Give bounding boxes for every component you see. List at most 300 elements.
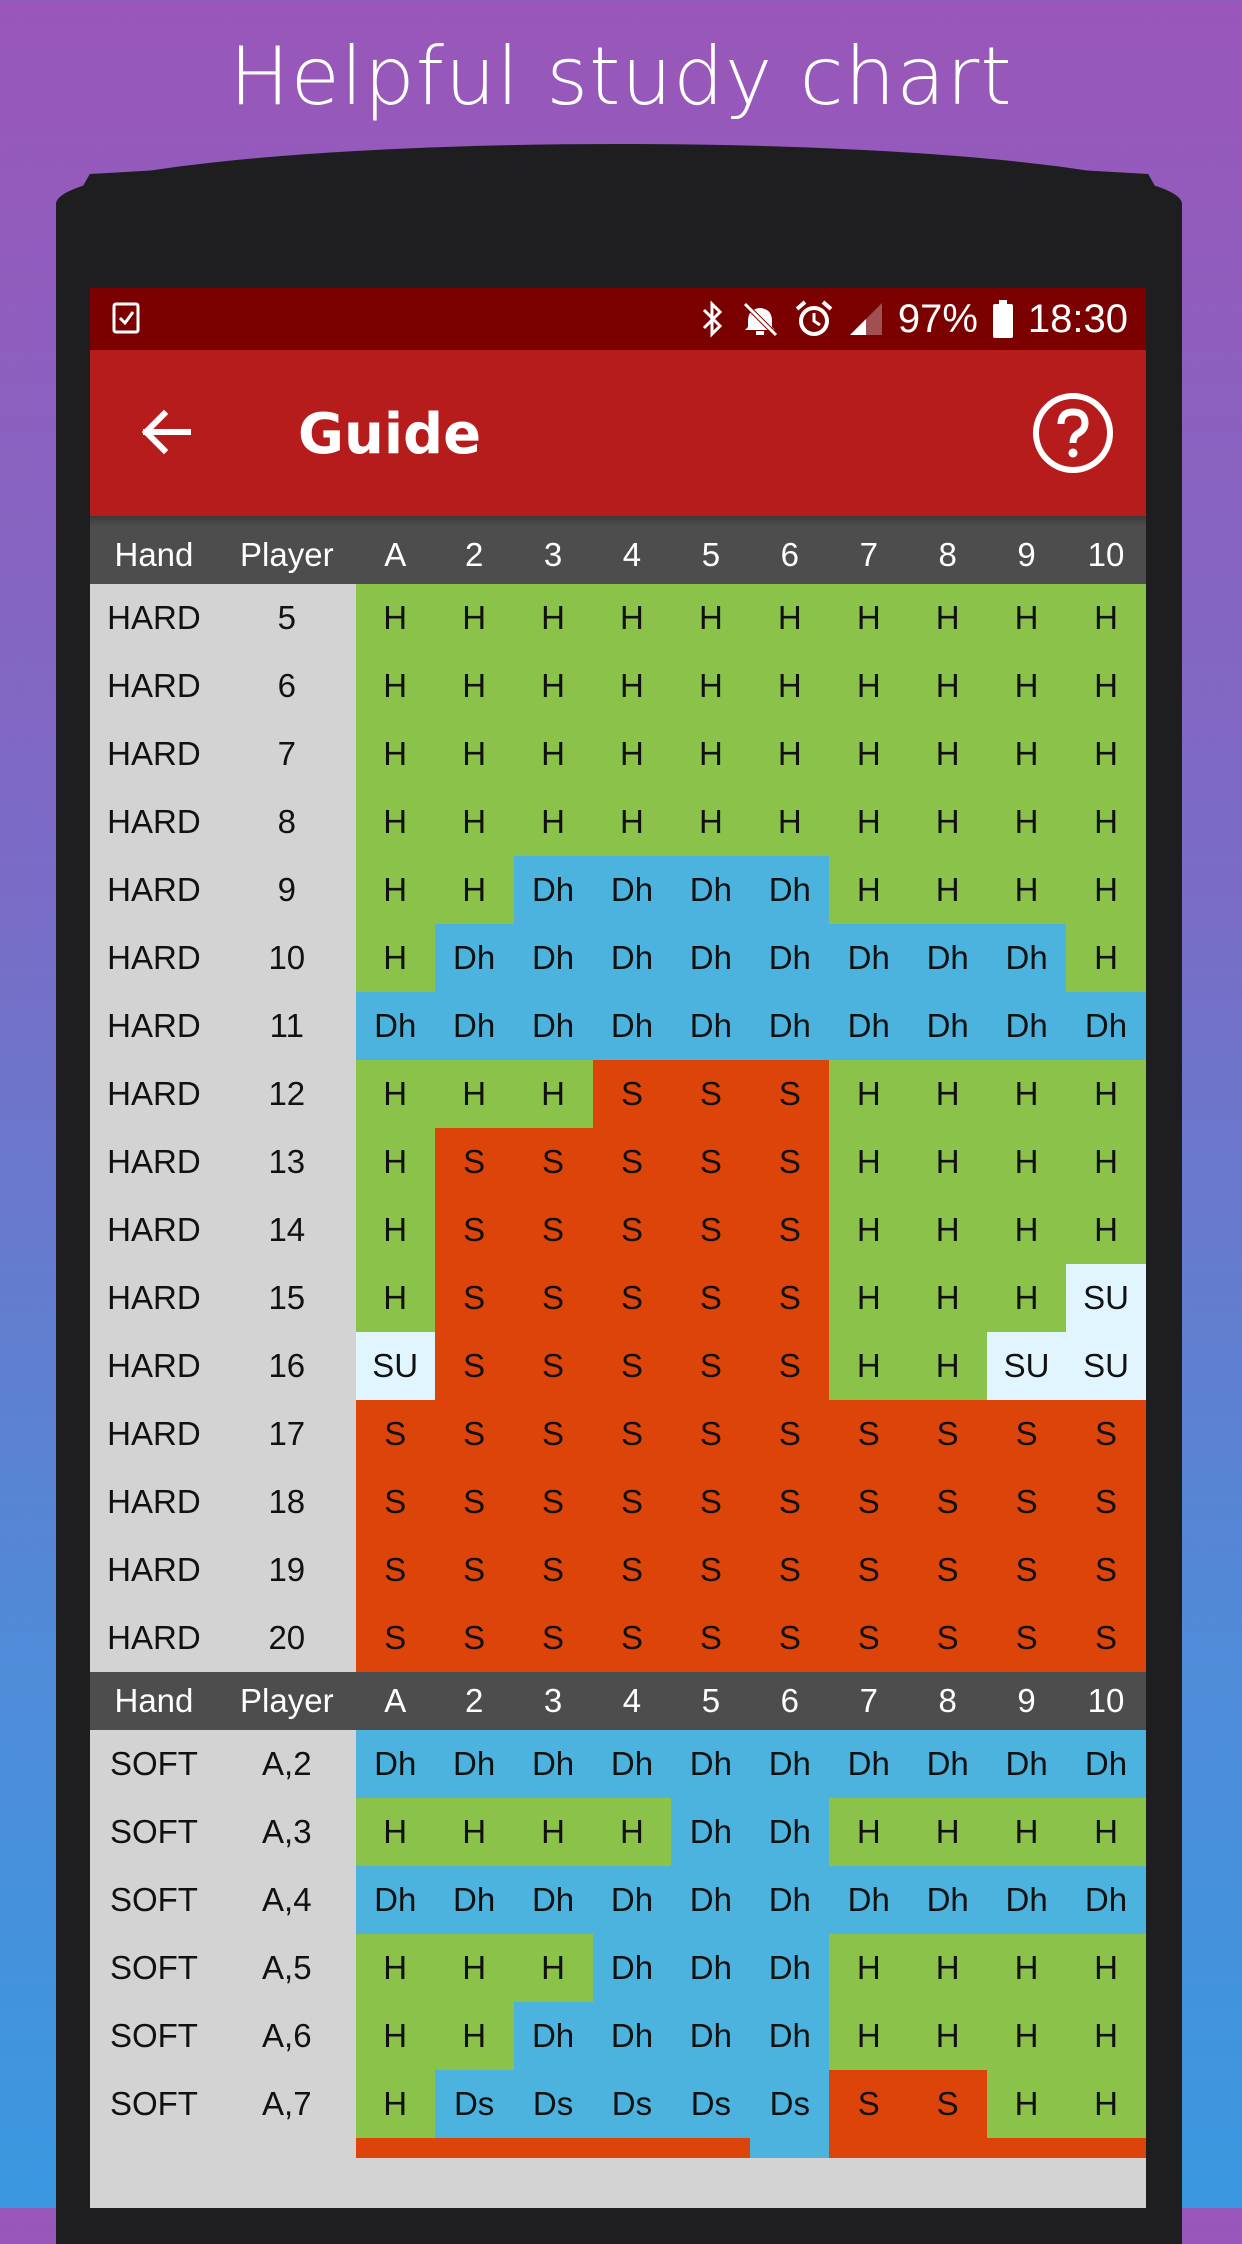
strategy-cell: S (514, 1536, 593, 1604)
soft-hands-table (90, 1730, 1146, 2138)
table-row (90, 1536, 1146, 1604)
strategy-cell: H (987, 1196, 1066, 1264)
header-dealer-card: 10 (1087, 1682, 1125, 1719)
strategy-cell: H (356, 584, 435, 652)
strategy-cell: S (593, 1264, 672, 1332)
strategy-cell: S (514, 1604, 593, 1672)
strategy-cell: S (514, 1128, 593, 1196)
strategy-cell: H (750, 652, 829, 720)
strategy-cell: S (356, 1604, 435, 1672)
strategy-cell: H (908, 1060, 987, 1128)
strategy-cell: Dh (514, 924, 593, 992)
player-total-label: 11 (218, 992, 356, 1060)
header-player: Player (240, 1682, 334, 1719)
strategy-cell: SU (987, 1332, 1066, 1400)
strategy-cell: S (356, 1536, 435, 1604)
partial-strategy-cell (514, 2138, 593, 2158)
player-total-label: 5 (218, 584, 356, 652)
player-total-label: A,2 (218, 1730, 356, 1798)
strategy-cell: Dh (750, 1798, 829, 1866)
hand-type-label: SOFT (90, 1934, 218, 2002)
header-dealer-card: 8 (938, 536, 957, 573)
strategy-cell: H (514, 788, 593, 856)
strategy-cell: S (356, 1400, 435, 1468)
strategy-cell: Dh (671, 1934, 750, 2002)
strategy-cell: S (671, 1604, 750, 1672)
strategy-cell: S (671, 1332, 750, 1400)
strategy-cell: H (1066, 652, 1146, 720)
player-total-label: 13 (218, 1128, 356, 1196)
strategy-cell: H (514, 1060, 593, 1128)
strategy-cell: H (514, 584, 593, 652)
table-row (90, 992, 1146, 1060)
strategy-cell: S (987, 1604, 1066, 1672)
strategy-cell: H (750, 720, 829, 788)
header-dealer-card: 5 (701, 1682, 721, 1719)
hand-type-label: HARD (90, 652, 218, 720)
strategy-cell: H (829, 652, 908, 720)
strategy-cell: H (356, 1798, 435, 1866)
strategy-cell: H (908, 1128, 987, 1196)
player-total-label: 17 (218, 1400, 356, 1468)
help-icon[interactable] (1032, 392, 1114, 474)
status-icons (700, 288, 1128, 350)
strategy-cell: H (435, 720, 514, 788)
partial-strategy-cell (1066, 2138, 1146, 2158)
strategy-cell: H (987, 720, 1066, 788)
strategy-cell: H (1066, 2002, 1146, 2070)
hand-type-label: SOFT (90, 1866, 218, 1934)
mute-icon (740, 299, 780, 339)
strategy-cell: S (514, 1332, 593, 1400)
notification-icon (112, 302, 140, 334)
strategy-cell: S (750, 1196, 829, 1264)
strategy-cell: S (750, 1128, 829, 1196)
strategy-cell: Dh (435, 1730, 514, 1798)
header-dealer-card: 9 (1017, 1682, 1036, 1719)
table-row (90, 2070, 1146, 2138)
strategy-cell: H (829, 720, 908, 788)
strategy-cell: Dh (829, 924, 908, 992)
hand-type-label: HARD (90, 1604, 218, 1672)
hand-type-label: HARD (90, 856, 218, 924)
strategy-cell: S (1066, 1468, 1146, 1536)
partial-strategy-cell (987, 2138, 1066, 2158)
strategy-cell: S (987, 1400, 1066, 1468)
header-dealer-card: 4 (622, 1682, 642, 1719)
next-row-partial (90, 2138, 1146, 2158)
strategy-cell: S (750, 1060, 829, 1128)
strategy-cell: Dh (908, 992, 987, 1060)
strategy-cell: H (908, 788, 987, 856)
strategy-cell: H (356, 2002, 435, 2070)
strategy-cell: H (593, 788, 672, 856)
strategy-cell: H (1066, 584, 1146, 652)
strategy-cell: Dh (987, 1866, 1066, 1934)
table-row (90, 788, 1146, 856)
strategy-cell: Ds (750, 2070, 829, 2138)
header-dealer-card: 6 (780, 1682, 799, 1719)
hand-type-label: HARD (90, 924, 218, 992)
strategy-cell: H (829, 856, 908, 924)
strategy-cell: H (829, 1196, 908, 1264)
strategy-cell: H (908, 720, 987, 788)
strategy-cell: S (593, 1400, 672, 1468)
strategy-cell: S (593, 1604, 672, 1672)
table-row (90, 1264, 1146, 1332)
strategy-cell: S (750, 1332, 829, 1400)
strategy-cell: H (356, 924, 435, 992)
strategy-cell: H (987, 1060, 1066, 1128)
strategy-cell: H (908, 2002, 987, 2070)
strategy-cell: Dh (356, 1866, 435, 1934)
strategy-cell: Dh (593, 992, 672, 1060)
player-total-label: 12 (218, 1060, 356, 1128)
player-total-label: 6 (218, 652, 356, 720)
table-row (90, 1866, 1146, 1934)
strategy-cell: Dh (514, 856, 593, 924)
hard-hands-table (90, 584, 1146, 1672)
hand-type-label: HARD (90, 1536, 218, 1604)
hand-type-label: SOFT (90, 2070, 218, 2138)
strategy-cell: Dh (593, 856, 672, 924)
strategy-cell: H (1066, 1196, 1146, 1264)
strategy-cell: S (829, 1468, 908, 1536)
strategy-cell: H (908, 1798, 987, 1866)
strategy-cell: S (1066, 1536, 1146, 1604)
alarm-icon (794, 299, 834, 339)
strategy-cell: Dh (750, 924, 829, 992)
strategy-cell: Dh (593, 1730, 672, 1798)
header-dealer-card: 2 (464, 536, 484, 573)
strategy-cell: Dh (1066, 992, 1146, 1060)
strategy-cell: Dh (987, 1730, 1066, 1798)
table-row (90, 1332, 1146, 1400)
hand-type-label: HARD (90, 1400, 218, 1468)
strategy-cell: H (829, 1798, 908, 1866)
hand-type-label: SOFT (90, 1730, 218, 1798)
player-total-label: 15 (218, 1264, 356, 1332)
battery-icon (992, 300, 1014, 338)
strategy-cell: H (829, 1128, 908, 1196)
player-total-label: A,7 (218, 2070, 356, 2138)
table-row (90, 2002, 1146, 2070)
hand-type-label: HARD (90, 584, 218, 652)
strategy-cell: SU (356, 1332, 435, 1400)
strategy-cell: Dh (514, 992, 593, 1060)
strategy-cell: Dh (750, 856, 829, 924)
strategy-cell: H (671, 584, 750, 652)
strategy-cell: H (356, 2070, 435, 2138)
table-row (90, 1400, 1146, 1468)
strategy-cell: Dh (1066, 1866, 1146, 1934)
strategy-cell: H (671, 652, 750, 720)
strategy-cell: Dh (593, 2002, 672, 2070)
strategy-cell: H (356, 652, 435, 720)
strategy-cell: S (593, 1332, 672, 1400)
strategy-cell: H (514, 1934, 593, 2002)
header-dealer-card: 7 (859, 536, 878, 573)
strategy-cell: Dh (987, 992, 1066, 1060)
strategy-cell: H (435, 856, 514, 924)
strategy-cell: Dh (671, 924, 750, 992)
strategy-cell: Dh (671, 1866, 750, 1934)
soft-table-header (90, 1672, 1146, 1730)
device-screen (90, 288, 1146, 2208)
strategy-cell: Dh (908, 924, 987, 992)
strategy-cell: S (750, 1536, 829, 1604)
strategy-cell: H (987, 1128, 1066, 1196)
header-dealer-card: 2 (464, 1682, 484, 1719)
strategy-cell: SU (1066, 1332, 1146, 1400)
table-row (90, 1798, 1146, 1866)
strategy-cell: H (671, 720, 750, 788)
strategy-cell: Dh (593, 924, 672, 992)
strategy-cell: S (514, 1196, 593, 1264)
strategy-cell: S (593, 1196, 672, 1264)
signal-icon (848, 301, 884, 337)
hand-type-label: SOFT (90, 2002, 218, 2070)
strategy-cell: H (514, 652, 593, 720)
strategy-cell: H (829, 1060, 908, 1128)
strategy-cell: H (987, 856, 1066, 924)
strategy-cell: H (435, 652, 514, 720)
strategy-cell: S (514, 1264, 593, 1332)
strategy-cell: H (1066, 1798, 1146, 1866)
promo-title: Helpful study chart (229, 30, 1013, 123)
strategy-cell: H (829, 1264, 908, 1332)
strategy-cell: Dh (356, 1730, 435, 1798)
hand-type-label: SOFT (90, 1798, 218, 1866)
table-row (90, 1604, 1146, 1672)
hand-type-label: HARD (90, 720, 218, 788)
strategy-cell: S (435, 1468, 514, 1536)
header-dealer-card: 4 (622, 536, 642, 573)
hand-type-label: HARD (90, 992, 218, 1060)
strategy-cell: Ds (671, 2070, 750, 2138)
strategy-cell: H (987, 652, 1066, 720)
header-dealer-card: 3 (543, 536, 563, 573)
strategy-cell: S (750, 1400, 829, 1468)
header-hand: Hand (114, 1682, 194, 1719)
header-player: Player (240, 536, 334, 573)
player-total-label: 7 (218, 720, 356, 788)
strategy-cell: S (987, 1468, 1066, 1536)
strategy-cell: H (356, 1934, 435, 2002)
header-dealer-card: 8 (938, 1682, 957, 1719)
strategy-cell: H (435, 788, 514, 856)
strategy-cell: S (593, 1128, 672, 1196)
strategy-cell: S (514, 1468, 593, 1536)
strategy-cell: Dh (829, 1866, 908, 1934)
player-total-label: 8 (218, 788, 356, 856)
strategy-cell: H (593, 652, 672, 720)
strategy-cell: H (356, 788, 435, 856)
strategy-cell: H (987, 1798, 1066, 1866)
strategy-cell: H (829, 1332, 908, 1400)
table-row (90, 1128, 1146, 1196)
header-hand: Hand (114, 536, 194, 573)
partial-label (90, 2138, 218, 2158)
header-dealer-card: 9 (1017, 536, 1036, 573)
strategy-cell: S (908, 1536, 987, 1604)
clock: 18:30 (1027, 296, 1128, 341)
strategy-cell: Dh (435, 1866, 514, 1934)
hand-type-label: HARD (90, 1468, 218, 1536)
hard-table-header (90, 526, 1146, 584)
strategy-cell: H (356, 856, 435, 924)
hand-type-label: HARD (90, 1128, 218, 1196)
player-total-label: 9 (218, 856, 356, 924)
strategy-cell: Dh (593, 1866, 672, 1934)
strategy-cell: S (908, 2070, 987, 2138)
strategy-cell: Dh (671, 856, 750, 924)
strategy-cell: S (750, 1468, 829, 1536)
partial-label (218, 2138, 356, 2158)
strategy-cell: S (750, 1604, 829, 1672)
strategy-cell: S (435, 1400, 514, 1468)
page-title: Guide (298, 402, 482, 467)
strategy-cell: S (671, 1400, 750, 1468)
strategy-cell: Dh (435, 924, 514, 992)
header-dealer-card: A (384, 1682, 407, 1719)
strategy-cell: S (435, 1264, 514, 1332)
strategy-cell: H (593, 1798, 672, 1866)
header-dealer-card: 6 (780, 536, 799, 573)
strategy-cell: S (671, 1060, 750, 1128)
strategy-cell: S (671, 1468, 750, 1536)
strategy-cell: H (593, 584, 672, 652)
strategy-cell: H (750, 584, 829, 652)
strategy-cell: S (435, 1332, 514, 1400)
table-row (90, 652, 1146, 720)
strategy-cell: H (514, 1798, 593, 1866)
strategy-cell: S (671, 1196, 750, 1264)
strategy-cell: H (356, 1196, 435, 1264)
strategy-cell: Ds (514, 2070, 593, 2138)
strategy-cell: Ds (435, 2070, 514, 2138)
strategy-cell: S (1066, 1604, 1146, 1672)
strategy-cell: H (435, 1934, 514, 2002)
strategy-cell: S (908, 1400, 987, 1468)
strategy-cell: S (829, 1536, 908, 1604)
player-total-label: A,3 (218, 1798, 356, 1866)
table-row (90, 1060, 1146, 1128)
strategy-cell: Dh (671, 2002, 750, 2070)
strategy-cell: H (908, 856, 987, 924)
strategy-cell: S (671, 1536, 750, 1604)
strategy-cell: H (908, 1332, 987, 1400)
strategy-cell: H (356, 1128, 435, 1196)
strategy-cell: S (908, 1468, 987, 1536)
hand-type-label: HARD (90, 1264, 218, 1332)
strategy-cell: S (593, 1536, 672, 1604)
strategy-cell: S (435, 1536, 514, 1604)
partial-strategy-cell (750, 2138, 829, 2158)
table-row (90, 1468, 1146, 1536)
strategy-cell: S (435, 1604, 514, 1672)
strategy-cell: H (829, 2002, 908, 2070)
player-total-label: A,4 (218, 1866, 356, 1934)
strategy-cell: S (987, 1536, 1066, 1604)
table-row (90, 1934, 1146, 2002)
strategy-cell: H (908, 584, 987, 652)
strategy-cell: S (829, 1400, 908, 1468)
strategy-cell: H (1066, 1060, 1146, 1128)
strategy-cell: H (1066, 788, 1146, 856)
strategy-cell: H (435, 1060, 514, 1128)
strategy-cell: H (908, 652, 987, 720)
strategy-cell: Dh (514, 1866, 593, 1934)
strategy-cell: S (908, 1604, 987, 1672)
strategy-cell: S (435, 1196, 514, 1264)
status-bar (90, 288, 1146, 350)
strategy-cell: H (987, 1264, 1066, 1332)
strategy-cell: Dh (1066, 1730, 1146, 1798)
strategy-cell: S (750, 1264, 829, 1332)
strategy-cell: H (987, 2002, 1066, 2070)
table-row (90, 1730, 1146, 1798)
hand-type-label: HARD (90, 1060, 218, 1128)
strategy-cell: H (1066, 856, 1146, 924)
strategy-cell: H (671, 788, 750, 856)
table-row (90, 584, 1146, 652)
strategy-cell: S (593, 1060, 672, 1128)
strategy-cell: Dh (671, 1798, 750, 1866)
strategy-cell: H (1066, 2070, 1146, 2138)
strategy-cell: H (987, 2070, 1066, 2138)
partial-strategy-cell (671, 2138, 750, 2158)
strategy-cell: Dh (829, 1730, 908, 1798)
player-total-label: 14 (218, 1196, 356, 1264)
strategy-cell: S (1066, 1400, 1146, 1468)
strategy-cell: H (514, 720, 593, 788)
strategy-cell: Dh (829, 992, 908, 1060)
strategy-cell: S (829, 1604, 908, 1672)
player-total-label: 16 (218, 1332, 356, 1400)
strategy-cell: Dh (671, 1730, 750, 1798)
back-arrow-icon[interactable] (138, 402, 198, 462)
strategy-cell: H (908, 1934, 987, 2002)
strategy-cell: Dh (987, 924, 1066, 992)
player-total-label: 19 (218, 1536, 356, 1604)
strategy-cell: Dh (750, 1866, 829, 1934)
table-row (90, 924, 1146, 992)
player-total-label: A,5 (218, 1934, 356, 2002)
strategy-cell: H (1066, 1128, 1146, 1196)
header-dealer-card: 10 (1087, 536, 1125, 573)
table-row (90, 1196, 1146, 1264)
hand-type-label: HARD (90, 1196, 218, 1264)
strategy-cell: H (435, 1798, 514, 1866)
strategy-cell: H (987, 788, 1066, 856)
app-bar-shadow (90, 516, 1146, 526)
bluetooth-icon (700, 299, 726, 339)
strategy-cell: Dh (514, 2002, 593, 2070)
strategy-cell: H (829, 788, 908, 856)
strategy-cell: H (750, 788, 829, 856)
strategy-cell: Dh (750, 1934, 829, 2002)
strategy-cell: H (987, 584, 1066, 652)
partial-strategy-cell (908, 2138, 987, 2158)
strategy-cell: Dh (750, 1730, 829, 1798)
strategy-cell: H (1066, 720, 1146, 788)
partial-strategy-cell (593, 2138, 672, 2158)
strategy-cell: S (671, 1264, 750, 1332)
strategy-cell: H (908, 1264, 987, 1332)
player-total-label: 10 (218, 924, 356, 992)
strategy-cell: S (514, 1400, 593, 1468)
